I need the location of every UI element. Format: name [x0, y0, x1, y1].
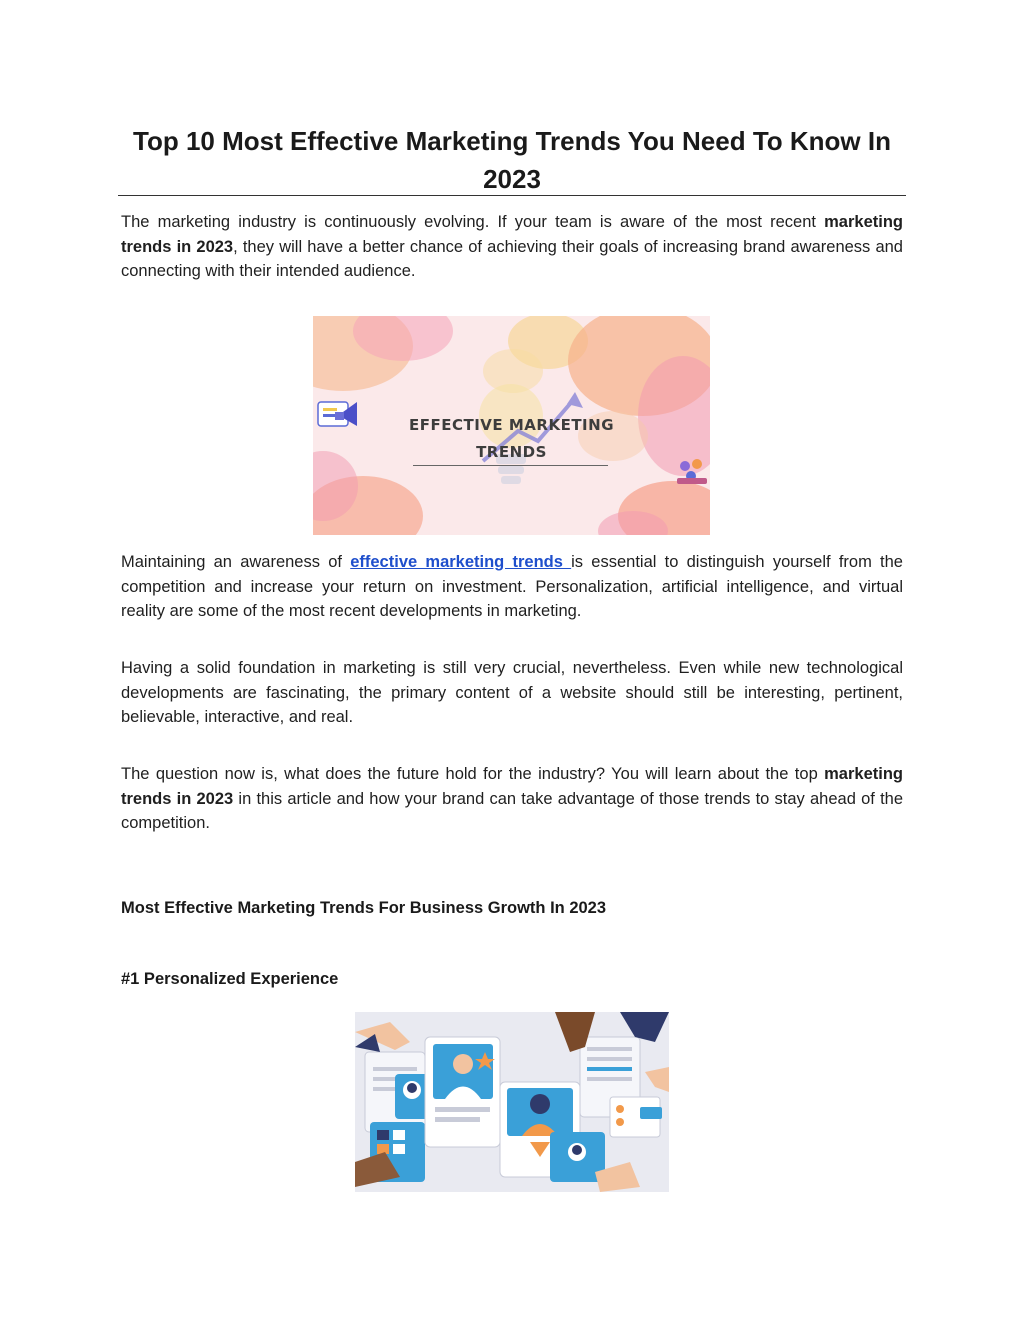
banner-underline: [413, 465, 608, 466]
future-text-start: The question now is, what does the future hold for the industry? You will learn about the top: [121, 765, 825, 783]
intro-text-end: , they will have a better chance of achieving their goals of increasing brand awareness and connecting with their intended audience.: [121, 237, 903, 280]
effective-marketing-trends-link[interactable]: effective marketing trends: [350, 553, 572, 571]
future-bold-text: marketing trends in 2023: [121, 765, 903, 808]
personalization-illustration: [355, 1012, 669, 1192]
effective-marketing-trends-banner: [313, 316, 710, 535]
banner-title: [313, 412, 710, 466]
trend-1-heading: #1 Personalized Experience: [121, 970, 339, 988]
intro-bold-text: marketing trends in 2023: [121, 213, 903, 256]
main-profile-card: [425, 1037, 500, 1147]
awareness-text-end: is essential to distinguish yourself from the competition and increase your return on investment. Personalization, artificial intelligence, and virtual reality are some of the most recent developments in marketing.: [121, 553, 903, 620]
intro-text-start: The marketing industry is continuously evolving. If your team is aware of the most recent: [121, 213, 825, 231]
banner-title-line-2: TRENDS: [476, 443, 547, 461]
page-title: Top 10 Most Effective Marketing Trends You Need To Know In 2023: [133, 126, 891, 194]
banner-title-line-1: EFFECTIVE MARKETING: [408, 416, 615, 434]
foundation-paragraph: Having a solid foundation in marketing is still very crucial, nevertheless. Even while new technological developments are fascinating, the primary content of a website should still be interesting, pertinent, believable, interactive, and real.: [121, 659, 903, 726]
awareness-paragraph: [121, 550, 903, 624]
section-heading: Most Effective Marketing Trends For Business Growth In 2023: [121, 899, 607, 917]
title-underline: [118, 195, 906, 196]
future-paragraph: [121, 762, 903, 836]
future-text-end: in this article and how your brand can take advantage of those trends to stay ahead of the competition.: [121, 789, 904, 832]
intro-paragraph: [121, 210, 903, 284]
awareness-text-start: Maintaining an awareness of: [121, 553, 351, 571]
personalized-experience-illustration: [355, 1012, 669, 1192]
